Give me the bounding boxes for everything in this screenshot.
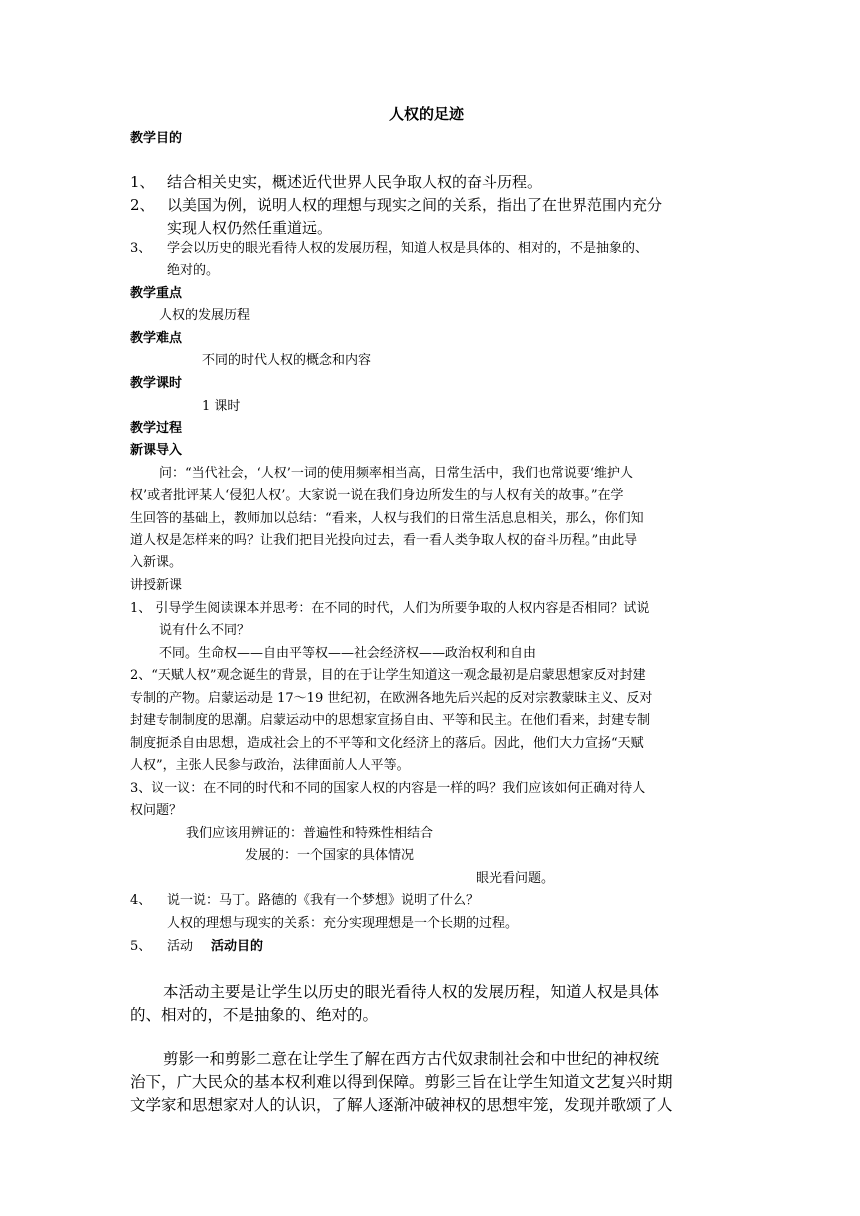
intro-line-2: 权’或者批评某人‘侵犯人权’。大家说一说在我们身边所发生的与人权有关的故事。”在学 xyxy=(130,488,624,503)
point-3-answer-1: 我们应该用辨证的：普遍性和特殊性相结合 xyxy=(186,826,434,841)
heading-teaching-process: 教学过程 xyxy=(130,421,183,436)
goal-1-number: 1、 xyxy=(130,173,155,191)
intro-line-5: 入新课。 xyxy=(130,555,183,570)
silhouette-line-2: 治下，广大民众的基本权利难以得到保障。剪影三旨在让学生知道文艺复兴时期 xyxy=(130,1073,673,1091)
heading-activity-goal: 活动目的 xyxy=(211,939,264,954)
activity-line-2: 的、相对的，不是抽象的、绝对的。 xyxy=(130,1006,379,1024)
intro-line-4: 道人权是怎样来的吗？让我们把目光投向过去，看一看人类争取人权的奋斗历程。”由此导 xyxy=(130,533,638,548)
goal-2-text-line1: 以美国为例，说明人权的理想与现实之间的关系，指出了在世界范围内充分 xyxy=(167,196,663,214)
point-2-line-2: 专制的产物。启蒙运动是 17～19 世纪初，在欧洲各地先后兴起的反对宗教蒙昧主义、反对 xyxy=(130,691,653,706)
point-3-answer-3: 眼光看问题。 xyxy=(476,871,555,886)
point-5-number: 5、 xyxy=(130,939,152,954)
page-title: 人权的足迹 xyxy=(389,105,465,123)
point-3-line-2: 权问题？ xyxy=(130,803,183,818)
silhouette-line-3: 文学家和思想家对人的认识，了解人逐渐冲破神权的思想牢笼，发现并歌颂了人 xyxy=(130,1096,673,1114)
point-1-line-1: 1、 引导学生阅读课本并思考：在不同的时代，人们为所要争取的人权内容是否相同？试说 xyxy=(130,601,650,616)
goal-2-text-line2: 实现人权仍然任重道远。 xyxy=(167,219,333,237)
point-2-line-5: 人权”，主张人民参与政治，法律面前人人平等。 xyxy=(130,758,410,773)
point-2-line-1: 2、“天赋人权”观念诞生的背景，目的在于让学生知道这一观念最初是启蒙思想家反对封建 xyxy=(130,668,646,683)
difficulty-text: 不同的时代人权的概念和内容 xyxy=(202,353,372,368)
heading-key-point: 教学重点 xyxy=(130,286,183,301)
intro-line-1: 问：“当代社会，‘人权’一词的使用频率相当高，日常生活中，我们也常说要‘维护人 xyxy=(159,466,634,481)
goal-3-text-line2: 绝对的。 xyxy=(167,263,220,278)
point-1-line-2: 说有什么不同？ xyxy=(159,623,251,638)
point-3-line-1: 3、议一议：在不同的时代和不同的国家人权的内容是一样的吗？我们应该如何正确对待人 xyxy=(130,781,646,796)
goal-2-number: 2、 xyxy=(130,196,155,214)
class-hours-text: 1 课时 xyxy=(202,399,241,414)
point-4-text: 说一说：马丁。路德的《我有一个梦想》说明了什么？ xyxy=(167,893,480,908)
point-3-answer-2: 发展的：一个国家的具体情况 xyxy=(245,848,415,863)
point-2-line-3: 封建专制制度的思潮。启蒙运动中的思想家宣扬自由、平等和民主。在他们看来，封建专制 xyxy=(130,713,651,728)
key-point-text: 人权的发展历程 xyxy=(159,308,251,323)
heading-difficulty: 教学难点 xyxy=(130,331,183,346)
goal-1-text: 结合相关史实，概述近代世界人民争取人权的奋斗历程。 xyxy=(167,173,543,191)
point-4-answer: 人权的理想与现实的关系：充分实现理想是一个长期的过程。 xyxy=(167,916,519,931)
heading-lesson-intro: 新课导入 xyxy=(130,443,183,458)
goal-3-number: 3、 xyxy=(130,241,152,256)
heading-new-lesson: 讲授新课 xyxy=(130,578,183,593)
silhouette-line-1: 剪影一和剪影二意在让学生了解在西方古代奴隶制社会和中世纪的神权统 xyxy=(163,1050,660,1068)
activity-line-1: 本活动主要是让学生以历史的眼光看待人权的发展历程，知道人权是具体 xyxy=(163,983,660,1001)
point-5-label: 活动 xyxy=(167,939,194,954)
point-1-answer: 不同。生命权——自由平等权——社会经济权——政治权利和自由 xyxy=(159,646,537,661)
intro-line-3: 生回答的基础上，教师加以总结：“看来，人权与我们的日常生活息息相关，那么，你们知 xyxy=(130,511,644,526)
point-4-number: 4、 xyxy=(130,893,152,908)
heading-teaching-goals: 教学目的 xyxy=(130,131,183,146)
goal-3-text-line1: 学会以历史的眼光看待人权的发展历程，知道人权是具体的、相对的，不是抽象的、 xyxy=(167,241,649,256)
heading-class-hours: 教学课时 xyxy=(130,376,183,391)
point-2-line-4: 制度扼杀自由思想，造成社会上的不平等和文化经济上的落后。因此，他们大力宣扬“天赋 xyxy=(130,736,644,751)
